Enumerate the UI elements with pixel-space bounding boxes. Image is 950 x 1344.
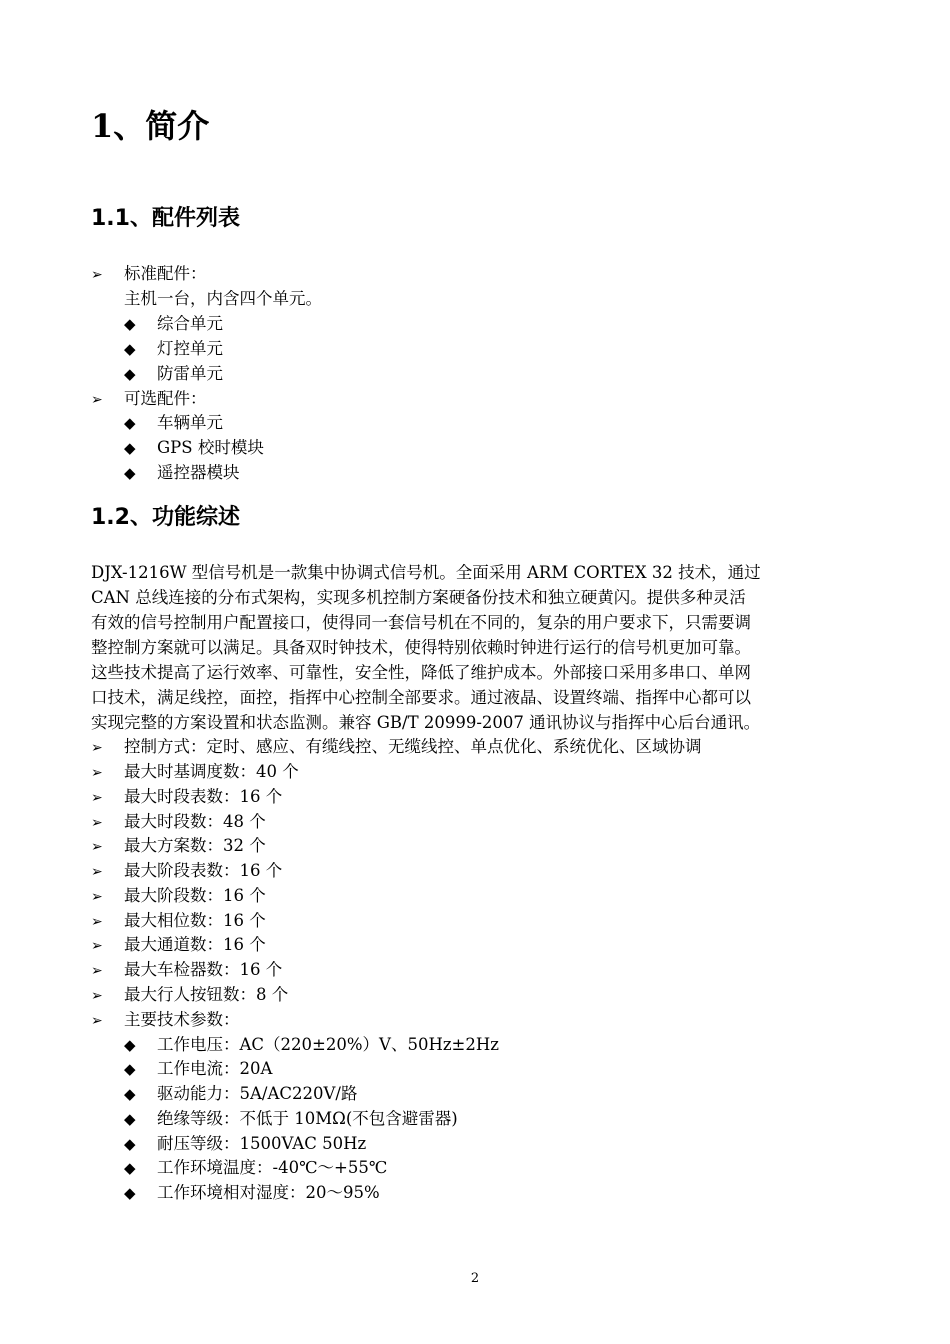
diamond-bullet-icon: ◆ xyxy=(124,1135,136,1153)
diamond-bullet-icon: ◆ xyxy=(124,315,136,333)
param-item: ◆ 驱动能力：5A/AC220V/路 xyxy=(124,1082,357,1107)
paragraph-line: 整控制方案就可以满足。具备双时钟技术，使得特别依赖时钟进行运行的信号机更加可靠。 xyxy=(91,638,751,657)
list-item: ◆ 综合单元 xyxy=(124,312,223,337)
feature-item: ➢ 最大阶段表数：16 个 xyxy=(91,859,282,885)
diamond-bullet-icon: ◆ xyxy=(124,1184,136,1202)
list-item-optional: ➢ 可选配件： xyxy=(91,387,207,413)
list-item: ◆ 灯控单元 xyxy=(124,337,223,362)
feature-item: ➢ 最大阶段数：16 个 xyxy=(91,884,266,910)
param-item: ◆ 工作电流：20A xyxy=(124,1057,272,1082)
diamond-bullet-icon: ◆ xyxy=(124,365,136,383)
param-item: ◆ 工作环境温度：-40℃～+55℃ xyxy=(124,1156,387,1181)
arrow-bullet-icon: ➢ xyxy=(91,392,103,408)
diamond-bullet-icon: ◆ xyxy=(124,1060,136,1078)
diamond-bullet-icon: ◆ xyxy=(124,1110,136,1128)
diamond-bullet-icon: ◆ xyxy=(124,1085,136,1103)
arrow-bullet-icon: ➢ xyxy=(91,740,103,756)
list-item: ◆ 车辆单元 xyxy=(124,411,223,436)
diamond-bullet-icon: ◆ xyxy=(124,340,136,358)
diamond-bullet-icon: ◆ xyxy=(124,1159,136,1177)
feature-item: ➢ 最大时基调度数：40 个 xyxy=(91,760,299,786)
arrow-bullet-icon: ➢ xyxy=(91,765,103,781)
arrow-bullet-icon: ➢ xyxy=(91,839,103,855)
arrow-bullet-icon: ➢ xyxy=(91,963,103,979)
arrow-bullet-icon: ➢ xyxy=(91,938,103,954)
arrow-bullet-icon: ➢ xyxy=(91,914,103,930)
paragraph-line: 实现完整的方案设置和状态监测。兼容 GB/T 20999-2007 通讯协议与指挥中心后台通讯。 xyxy=(91,713,761,732)
list-item: ◆ GPS 校时模块 xyxy=(124,436,264,461)
diamond-bullet-icon: ◆ xyxy=(124,464,136,482)
arrow-bullet-icon: ➢ xyxy=(91,889,103,905)
arrow-bullet-icon: ➢ xyxy=(91,267,103,283)
section-title-functions: 1.2、功能综述 xyxy=(91,505,240,530)
feature-item: ➢ 最大行人按钮数：8 个 xyxy=(91,983,288,1009)
arrow-bullet-icon: ➢ xyxy=(91,864,103,880)
param-item: ◆ 绝缘等级：不低于 10MΩ(不包含避雷器) xyxy=(124,1107,458,1132)
arrow-bullet-icon: ➢ xyxy=(91,790,103,806)
param-item: ◆ 耐压等级：1500VAC 50Hz xyxy=(124,1132,366,1157)
feature-item: ➢ 最大方案数：32 个 xyxy=(91,834,266,860)
paragraph-line: 这些技术提高了运行效率、可靠性，安全性，降低了维护成本。外部接口采用多串口、单网 xyxy=(91,663,751,682)
feature-item: ➢ 最大时段表数：16 个 xyxy=(91,785,282,811)
list-item: ◆ 遥控器模块 xyxy=(124,461,240,486)
page-title: 1、简介 xyxy=(91,107,210,145)
param-item: ◆ 工作电压：AC（220±20%）V、50Hz±2Hz xyxy=(124,1033,499,1058)
paragraph-line: CAN 总线连接的分布式架构，实现多机控制方案硬备份技术和独立硬黄闪。提供多种灵活 xyxy=(91,588,746,607)
feature-item: ➢ 主要技术参数： xyxy=(91,1008,240,1034)
arrow-bullet-icon: ➢ xyxy=(91,988,103,1004)
diamond-bullet-icon: ◆ xyxy=(124,439,136,457)
feature-item: ➢ 最大相位数：16 个 xyxy=(91,909,266,935)
paragraph-line: 有效的信号控制用户配置接口，使得同一套信号机在不同的，复杂的用户要求下，只需要调 xyxy=(91,613,751,632)
feature-item: ➢ 最大时段数：48 个 xyxy=(91,810,266,836)
feature-item: ➢ 最大车检器数：16 个 xyxy=(91,958,282,984)
list-item: ◆ 防雷单元 xyxy=(124,362,223,387)
page-number: 2 xyxy=(470,1271,480,1286)
host-line: 主机一台，内含四个单元。 xyxy=(124,289,322,308)
paragraph-line: DJX-1216W 型信号机是一款集中协调式信号机。全面采用 ARM CORTEX 32 技术，通过 xyxy=(91,563,761,582)
param-item: ◆ 工作环境相对湿度：20～95% xyxy=(124,1181,380,1206)
diamond-bullet-icon: ◆ xyxy=(124,1036,136,1054)
paragraph-line: 口技术，满足线控，面控，指挥中心控制全部要求。通过液晶、设置终端、指挥中心都可以 xyxy=(91,688,751,707)
list-item-standard: ➢ 标准配件： xyxy=(91,262,207,288)
section-title-parts: 1.1、配件列表 xyxy=(91,206,240,231)
arrow-bullet-icon: ➢ xyxy=(91,1013,103,1029)
feature-item: ➢ 控制方式：定时、感应、有缆线控、无缆线控、单点优化、系统优化、区域协调 xyxy=(91,735,702,761)
diamond-bullet-icon: ◆ xyxy=(124,414,136,432)
arrow-bullet-icon: ➢ xyxy=(91,815,103,831)
feature-item: ➢ 最大通道数：16 个 xyxy=(91,933,266,959)
